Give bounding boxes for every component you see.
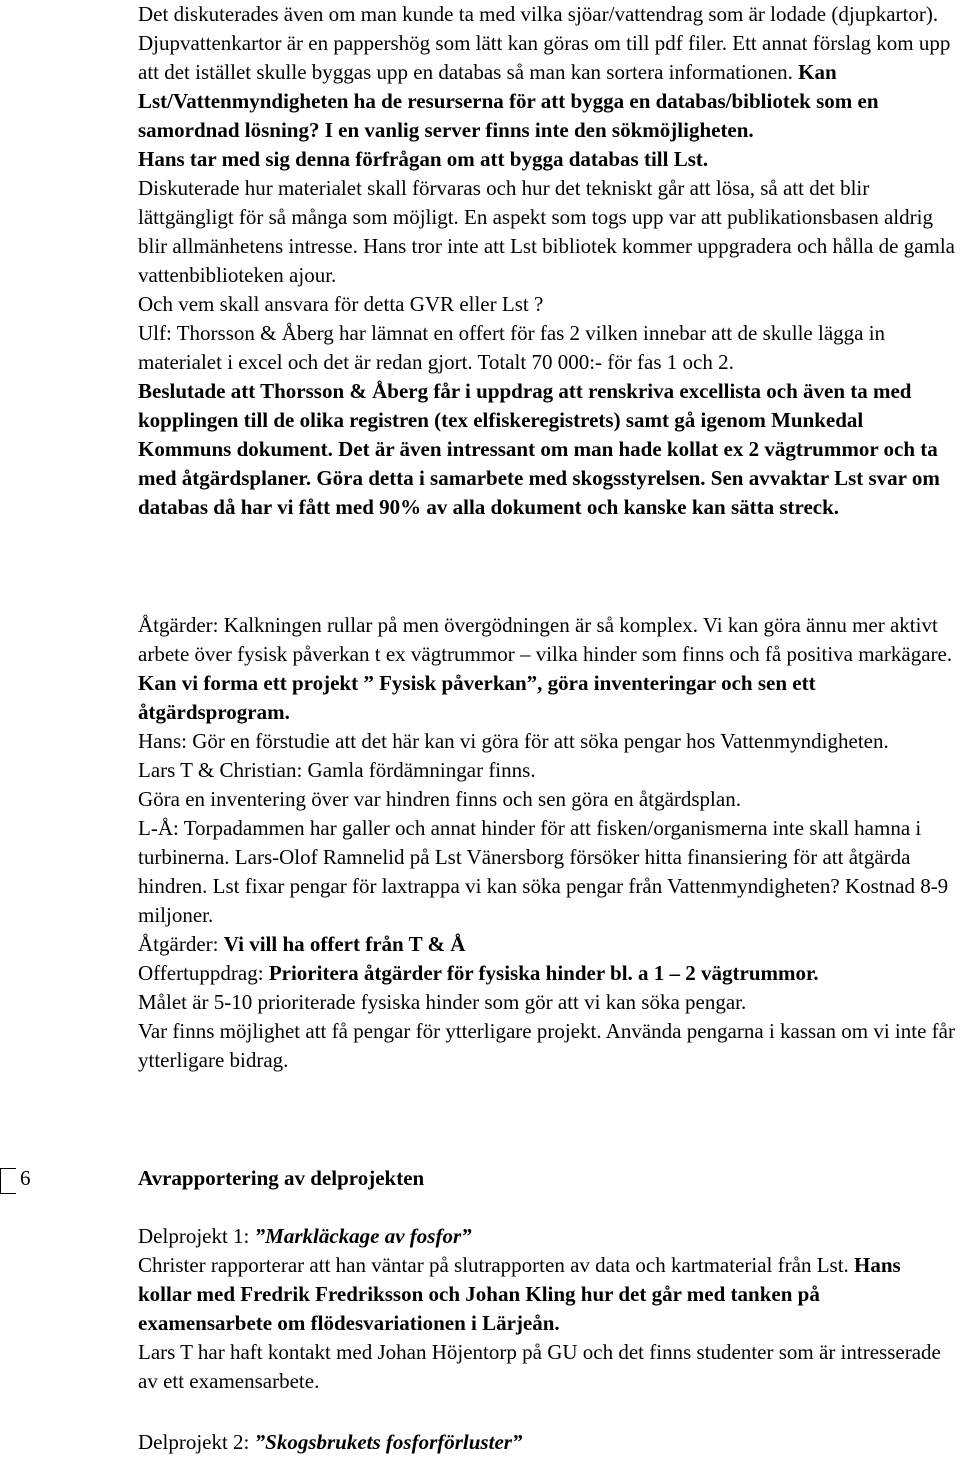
paragraph-lars-contact: Lars T har haft kontakt med Johan Höjentorp på GU och det finns studenter som är intresserade av ett examensarbete. [138,1340,941,1393]
paragraph-bold-text: Kan Lst/Vattenmyndigheten ha de resurserna för att bygga en databas/bibliotek som en samordnad lösning? I en vanlig server finns inte den sökmöjligheten. [138,60,879,142]
paragraph-christer-report [138,1251,956,1338]
paragraph-actions [138,611,956,727]
subproject-title: ”Skogsbrukets fosforförluster” [254,1430,523,1454]
paragraph-offer-assignment [138,959,956,988]
paragraph-torpadammen: L-Å: Torpadammen har galler och annat hinder för att fisken/organismerna inte skall hamna i turbinerna. Lars-Olof Ramnelid på Lst Vänersborg försöker hitta finansiering för att åtgärda hindren. Lst fixar pengar för laxtrappa vi kan söka pengar från Vattenmyndigheten? Kostnad 8-9 miljoner. [138,816,949,927]
paragraph-hans-prestudy: Hans: Gör en förstudie att det här kan vi göra för att söka pengar hos Vattenmyndigheten. [138,729,889,753]
paragraph-database-discussion [138,0,956,145]
section-number: 6 [20,1166,31,1190]
section-bracket-mark [0,1168,16,1194]
section-title: Avrapportering av delprojekten [138,1166,425,1190]
paragraph-offer-ulf: Ulf: Thorsson & Åberg har lämnat en offert för fas 2 vilken innebar att de skulle lägga in materialet i excel och det är redan gjort. Totalt 70 000:- för fas 1 och 2. [138,321,886,374]
paragraph-responsibility-question: Och vem skall ansvara för detta GVR eller Lst ? [138,292,544,316]
actions-block [138,611,956,1075]
paragraph-hans-request: Hans tar med sig denna förfrågan om att bygga databas till Lst. [138,147,709,171]
paragraph-storage-discussion: Diskuterade hur materialet skall förvaras och hur det tekniskt går att lösa, så att det blir lättgängligt för så många som möjligt. En aspekt som togs upp var att publikationsbasen aldrig blir allmänhetens intresse. Hans tror inte att Lst bibliotek kommer uppgradera och hålla de gamla vattenbiblioteken ajour. [138,176,956,287]
subproject-label: Delprojekt 2: [138,1430,250,1454]
subproject-2-heading [138,1428,956,1457]
section-heading-6 [0,1164,960,1196]
bold-text: Prioritera åtgärder för fysiska hinder bl. a 1 – 2 vägtrummor. [268,961,819,985]
subproject-title: ”Markläckage av fosfor” [254,1224,472,1248]
paragraph-bold-text: Hans kollar med Fredrik Fredriksson och Johan Kling hur det går med tanken på examensarbete om flödesvariationen i Lärjeån. [138,1253,901,1335]
paragraph-text: Det diskuterades även om man kunde ta med vilka sjöar/vattendrag som är lodade (djupkartor). Djupvattenkartor är en pappershög som lätt kan göras om till pdf filer. Ett annat förslag kom upp att det istället skulle byggas upp en databas så man kan sortera informationen. [138,2,951,84]
label-text: Åtgärder: [138,932,219,956]
subproject-label: Delprojekt 1: [138,1224,250,1248]
paragraph-goal: Målet är 5-10 prioriterade fysiska hinder som gör att vi kan söka pengar. [138,990,747,1014]
paragraph-funding: Var finns möjlighet att få pengar för ytterligare projekt. Använda pengarna i kassan om vi inte får ytterligare bidrag. [138,1019,955,1072]
subproject-1-heading [138,1222,956,1251]
paragraph-text: Christer rapporterar att han väntar på slutrapporten av data och kartmaterial från Lst. [138,1253,849,1277]
paragraph-old-dams: Lars T & Christian: Gamla fördämningar finns. [138,758,536,782]
bold-text: Vi vill ha offert från T & Å [223,932,466,956]
paragraph-text: Åtgärder: Kalkningen rullar på men övergödningen är så komplex. Vi kan göra ännu mer aktivt arbete över fysisk påverkan t ex vägtrummor – vilka hinder som finns och få positiva markägare. [138,613,953,666]
subproject-1 [138,1222,956,1396]
subproject-2 [138,1428,956,1457]
paragraph-actions-offer [138,930,956,959]
paragraph-bold-text: Kan vi forma ett projekt ” Fysisk påverkan”, göra inventeringar och sen ett åtgärdsprogram. [138,671,816,724]
label-text: Offertuppdrag: [138,961,264,985]
minutes-section-5 [138,0,956,522]
paragraph-inventory: Göra en inventering över var hindren finns och sen göra en åtgärdsplan. [138,787,741,811]
paragraph-decision: Beslutade att Thorsson & Åberg får i uppdrag att renskriva excellista och även ta med kopplingen till de olika registren (tex elfiskeregistrets) samt gå igenom Munkedal Kommuns dokument. Det är även intressant om man hade kollat ex 2 vägtrummor och ta med åtgärdsplaner. Göra detta i samarbete med skogsstyrelsen. Sen avvaktar Lst svar om databas då har vi fått med 90% av alla dokument och kanske kan sätta streck. [138,379,940,519]
